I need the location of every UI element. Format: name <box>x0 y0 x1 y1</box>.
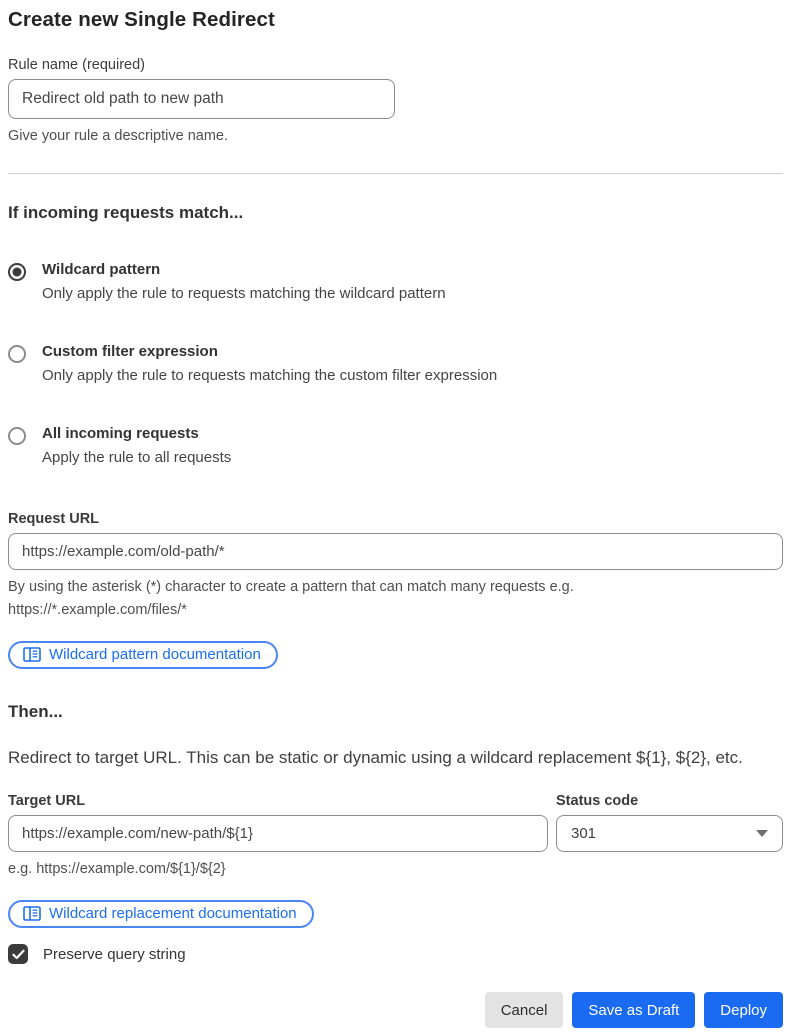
then-description: Redirect to target URL. This can be static or dynamic using a wildcard replacement ${1}, ${2}, etc. <box>8 748 743 768</box>
footer-actions <box>8 992 783 1028</box>
target-url-label: Target URL <box>8 792 86 809</box>
preserve-query-string-label: Preserve query string <box>43 945 186 963</box>
radio-option-description: Apply the rule to all requests <box>42 449 232 467</box>
request-url-help-line1: By using the asterisk (*) character to create a pattern that can match many requests e.g. <box>8 579 574 596</box>
section-divider <box>8 173 783 174</box>
rule-name-help: Give your rule a descriptive name. <box>8 128 229 144</box>
match-type-radio-group <box>8 261 783 467</box>
preserve-query-string-row[interactable] <box>8 944 783 964</box>
target-status-row <box>8 793 783 880</box>
radio-option-label: Wildcard pattern <box>42 261 161 279</box>
radio-option-wildcard-pattern[interactable] <box>8 261 783 303</box>
wildcard-pattern-docs-button[interactable] <box>8 641 278 669</box>
status-code-value: 301 <box>571 824 597 842</box>
deploy-button[interactable]: Deploy <box>704 992 783 1028</box>
rule-name-input[interactable] <box>8 79 395 119</box>
radio-option-label: All incoming requests <box>42 425 199 443</box>
radio-option-description: Only apply the rule to requests matching the custom filter expression <box>42 367 498 385</box>
request-url-field <box>8 511 783 621</box>
target-url-help: e.g. https://example.com/${1}/${2} <box>8 860 226 877</box>
status-code-label: Status code <box>556 792 639 809</box>
radio-option-all-requests[interactable] <box>8 425 783 467</box>
page-title: Create new Single Redirect <box>8 8 275 31</box>
request-url-label: Request URL <box>8 511 100 528</box>
rule-name-field <box>8 57 783 147</box>
radio-selected-icon[interactable] <box>8 263 26 281</box>
radio-option-custom-filter[interactable] <box>8 343 783 385</box>
request-url-help <box>8 576 783 621</box>
then-section-heading: Then... <box>8 702 63 722</box>
cancel-button[interactable]: Cancel <box>485 992 564 1028</box>
book-icon <box>23 647 41 662</box>
doc-button-label: Wildcard replacement documentation <box>49 905 297 923</box>
status-code-field <box>556 793 783 852</box>
radio-option-label: Custom filter expression <box>42 343 218 361</box>
target-url-field <box>8 793 548 880</box>
radio-unselected-icon[interactable] <box>8 427 26 445</box>
status-code-select[interactable] <box>556 815 783 852</box>
radio-option-description: Only apply the rule to requests matching the wildcard pattern <box>42 285 446 303</box>
chevron-down-icon <box>756 830 768 837</box>
rule-name-label: Rule name (required) <box>8 57 146 73</box>
match-section-heading: If incoming requests match... <box>8 203 244 223</box>
checkbox-checked-icon[interactable] <box>8 944 28 964</box>
request-url-input[interactable] <box>8 533 783 570</box>
book-icon <box>23 906 41 921</box>
radio-unselected-icon[interactable] <box>8 345 26 363</box>
wildcard-replacement-docs-button[interactable] <box>8 900 314 928</box>
doc-button-label: Wildcard pattern documentation <box>49 646 261 664</box>
save-as-draft-button[interactable]: Save as Draft <box>572 992 695 1028</box>
request-url-help-line2: https://*.example.com/files/* <box>8 601 187 618</box>
target-url-input[interactable] <box>8 815 548 852</box>
